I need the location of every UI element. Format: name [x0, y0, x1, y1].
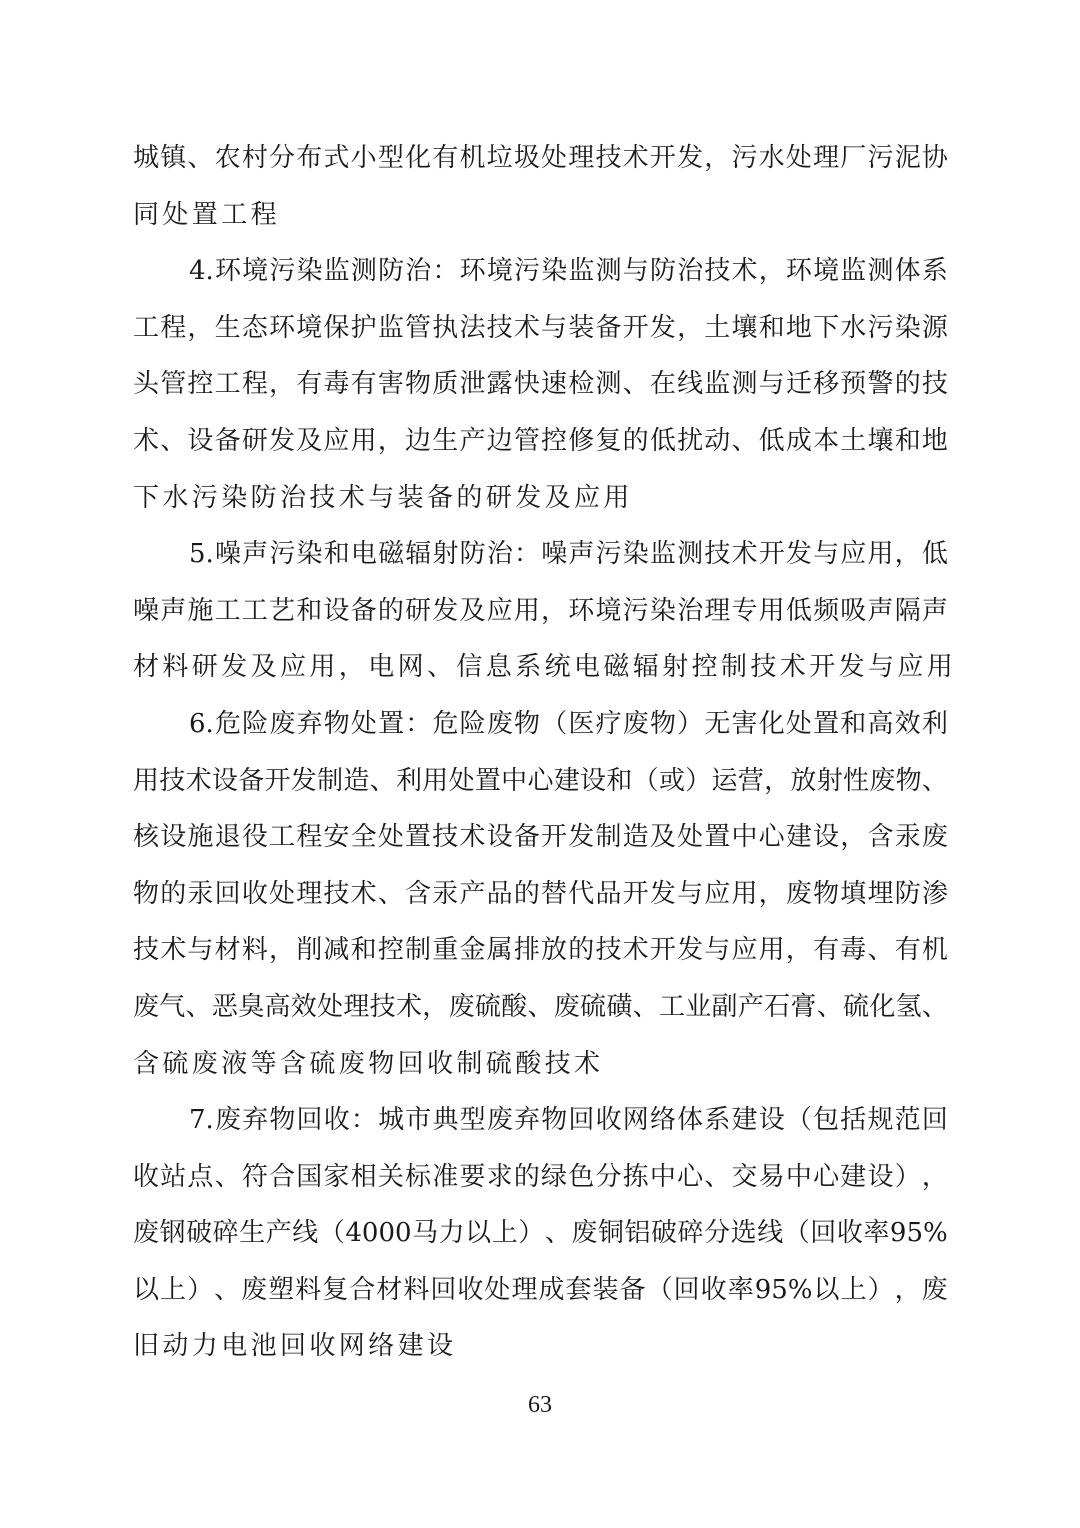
text-line: 城 镇 、 农 村 分 布 式 小 型 化 有 机 垃 圾 处 理 技 术 开 发 ， 污 水 处 理 厂 污 泥 协: [133, 143, 948, 173]
page-number: 63: [528, 1392, 552, 1418]
text-line: 5. 噪 声 污 染 和 电 磁 辐 射 防 治 ： 噪 声 污 染 监 测 技 术 开 发 与 应 用 ， 低: [189, 539, 948, 570]
text-line: 以 上 ） 、 废 塑 料 复 合 材 料 回 收 处 理 成 套 装 备 （ 回 收 率 95% 以 上 ） ， 废: [133, 1274, 948, 1305]
text-line: 下水污染防治技术与装备的研发及应用: [133, 482, 633, 513]
text-line: 收 站 点 、 符 合 国 家 相 关 标 准 要 求 的 绿 色 分 拣 中 心 、 交 易 中 心 建 设 ） ，: [133, 1161, 948, 1192]
text-line: 7. 废 弃 物 回 收 ： 城 市 典 型 废 弃 物 回 收 网 络 体 系 建 设 （ 包 括 规 范 回: [189, 1105, 948, 1136]
text-line: 含硫废液等含硫废物回收制硫酸技术: [133, 1048, 604, 1079]
text-line: 6. 危 险 废 弃 物 处 置 ： 危 险 废 物 （ 医 疗 废 物 ） 无 害 化 处 置 和 高 效 利: [189, 708, 948, 739]
text-line: 核 设 施 退 役 工 程 安 全 处 置 技 术 设 备 开 发 制 造 及 处 置 中 心 建 设 ， 含 汞 废: [133, 822, 948, 853]
text-line: 材料研发及应用，电网、信息系统电磁辐射控制技术开发与应用: [133, 652, 957, 683]
text-line: 技 术 与 材 料 ， 削 减 和 控 制 重 金 属 排 放 的 技 术 开 发 与 应 用 ， 有 毒 、 有 机: [133, 935, 948, 966]
text-line: 废 气 、 恶 臭 高 效 处 理 技 术 ， 废 硫 酸 、 废 硫 磺 、 工 业 副 产 石 膏 、 硫 化 氢 、: [133, 991, 948, 1022]
text-line: 同处置工程: [133, 199, 281, 230]
text-line: 工 程 ， 生 态 环 境 保 护 监 管 执 法 技 术 与 装 备 开 发 ， 土 壤 和 地 下 水 污 染 源: [133, 312, 948, 343]
text-line: 旧动力电池回收网络建设: [133, 1331, 457, 1362]
text-line: 用 技 术 设 备 开 发 制 造 、 利 用 处 置 中 心 建 设 和 （ 或 ） 运 营 ， 放 射 性 废 物 、: [133, 765, 948, 796]
text-line: 物 的 汞 回 收 处 理 技 术 、 含 汞 产 品 的 替 代 品 开 发 与 应 用 ， 废 物 填 埋 防 渗: [133, 878, 948, 909]
body-text: [133, 130, 957, 1375]
text-line: 4. 环 境 污 染 监 测 防 治 ： 环 境 污 染 监 测 与 防 治 技 术 ， 环 境 监 测 体 系: [189, 256, 948, 287]
text-line: 术 、 设 备 研 发 及 应 用 ， 边 生 产 边 管 控 修 复 的 低 扰 动 、 低 成 本 土 壤 和 地: [133, 425, 948, 456]
text-line: 噪 声 施 工 工 艺 和 设 备 的 研 发 及 应 用 ， 环 境 污 染 治 理 专 用 低 频 吸 声 隔 声: [133, 595, 948, 626]
text-line: 废 钢 破 碎 生 产 线 （ 4000 马 力 以 上 ） 、 废 铜 铝 破 碎 分 选 线 （ 回 收 率 95%: [133, 1218, 948, 1249]
text-line: 头 管 控 工 程 ， 有 毒 有 害 物 质 泄 露 快 速 检 测 、 在 线 监 测 与 迁 移 预 警 的 技: [133, 369, 948, 400]
